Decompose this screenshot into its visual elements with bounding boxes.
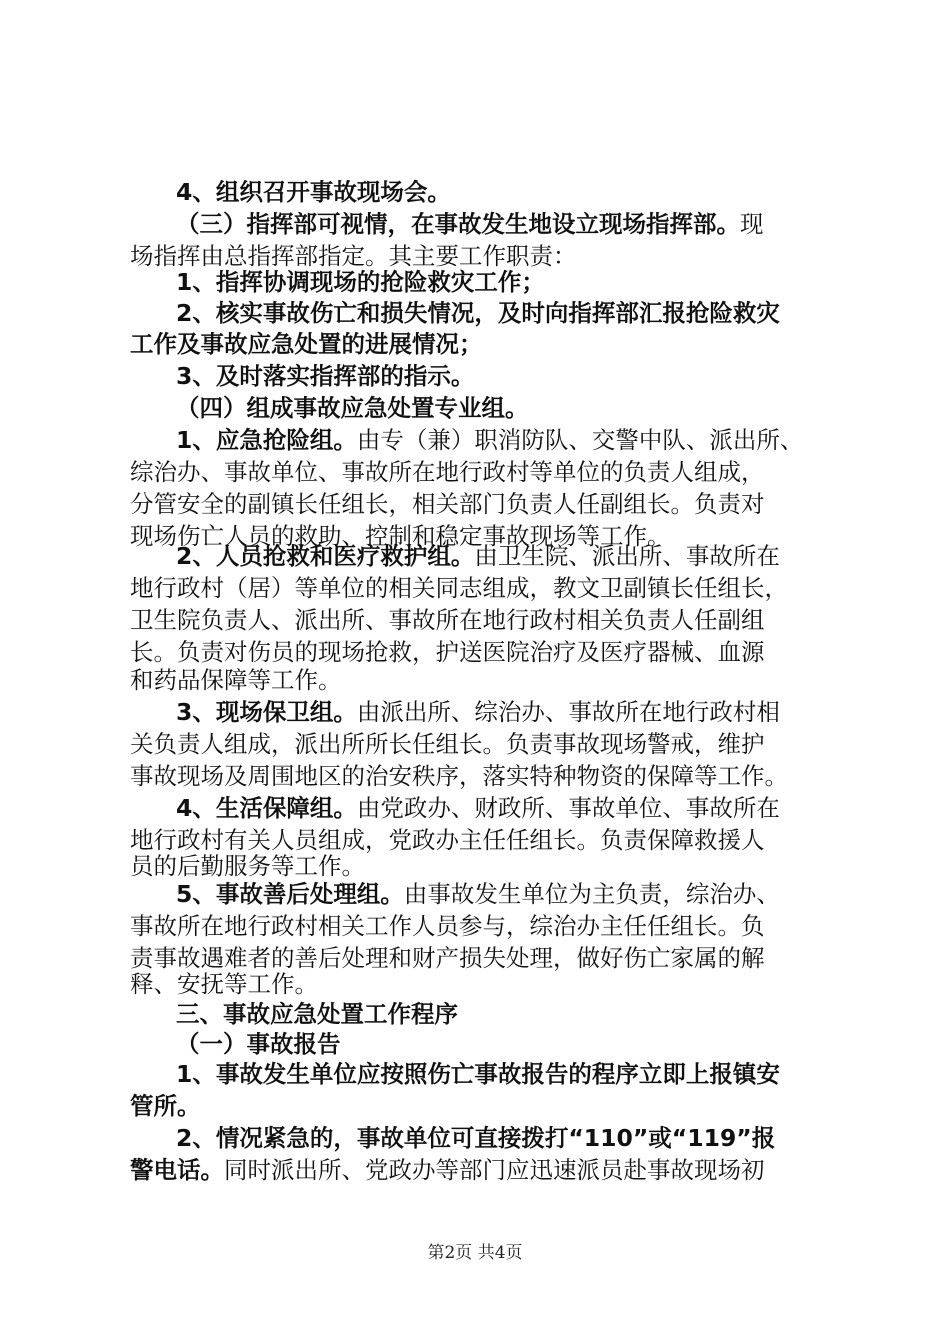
text-line: 现场伤亡人员的救助、控制和稳定事故现场等工作。 bbox=[130, 522, 671, 550]
text-line: 工作及事故应急处置的进展情况； bbox=[130, 330, 483, 358]
text-line: 地行政村（居）等单位的相关同志组成，教文卫副镇长任组长， bbox=[130, 574, 788, 602]
text-line: 分管安全的副镇长任组长，相关部门负责人任副组长。负责对 bbox=[130, 490, 765, 518]
text-line: 3、及时落实指挥部的指示。 bbox=[176, 362, 475, 390]
text-line: 长。负责对伤员的现场抢救，护送医院治疗及医疗器械、血源 bbox=[130, 638, 765, 666]
text-line: （一）事故报告 bbox=[176, 1030, 341, 1058]
text-line: 综治办、事故单位、事故所在地行政村等单位的负责人组成， bbox=[130, 458, 765, 486]
text-line: 员的后勤服务等工作。 bbox=[130, 852, 365, 880]
text-line: 责事故遇难者的善后处理和财产损失处理，做好伤亡家属的解 bbox=[130, 944, 765, 972]
text-line: 三、事故应急处置工作程序 bbox=[176, 1000, 458, 1028]
text-line: 和药品保障等工作。 bbox=[130, 666, 342, 694]
text-line: 4、生活保障组。由党政办、财政所、事故单位、事故所在 bbox=[176, 794, 780, 822]
text-line: 1、指挥协调现场的抢险救灾工作； bbox=[176, 268, 545, 296]
text-line: 1、应急抢险组。由专（兼）职消防队、交警中队、派出所、 bbox=[176, 426, 804, 454]
page-footer: 第2页 共4页 bbox=[427, 1243, 523, 1263]
text-line: （四）组成事故应急处置专业组。 bbox=[176, 394, 529, 422]
text-line: 5、事故善后处理组。由事故发生单位为主负责，综治办、 bbox=[176, 880, 780, 908]
text-line: 卫生院负责人、派出所、事故所在地行政村相关负责人任副组 bbox=[130, 606, 765, 634]
text-line: 4、组织召开事故现场会。 bbox=[176, 178, 451, 206]
text-line: 管所。 bbox=[130, 1092, 201, 1120]
text-line: 关负责人组成，派出所所长任组长。负责事故现场警戒，维护 bbox=[130, 730, 765, 758]
text-line: 2、人员抢救和医疗救护组。由卫生院、派出所、事故所在 bbox=[176, 542, 780, 570]
text-line: 释、安抚等工作。 bbox=[130, 970, 318, 998]
text-line: 2、情况紧急的，事故单位可直接拨打“110”或“119”报 bbox=[176, 1124, 776, 1152]
text-line: 场指挥由总指挥部指定。其主要工作职责： bbox=[130, 242, 577, 270]
text-line: 事故现场及周围地区的治安秩序，落实特种物资的保障等工作。 bbox=[130, 762, 788, 790]
text-line: 3、现场保卫组。由派出所、综治办、事故所在地行政村相 bbox=[176, 698, 780, 726]
text-line: 1、事故发生单位应按照伤亡事故报告的程序立即上报镇安 bbox=[176, 1060, 780, 1088]
text-line: 2、核实事故伤亡和损失情况，及时向指挥部汇报抢险救灾 bbox=[176, 299, 780, 327]
text-line: 警电话。同时派出所、党政办等部门应迅速派员赴事故现场初 bbox=[130, 1156, 765, 1184]
text-line: 地行政村有关人员组成，党政办主任任组长。负责保障救援人 bbox=[130, 826, 765, 854]
text-line: 事故所在地行政村相关工作人员参与，综治办主任任组长。负 bbox=[130, 912, 765, 940]
text-line: （三）指挥部可视情，在事故发生地设立现场指挥部。现 bbox=[176, 210, 764, 238]
